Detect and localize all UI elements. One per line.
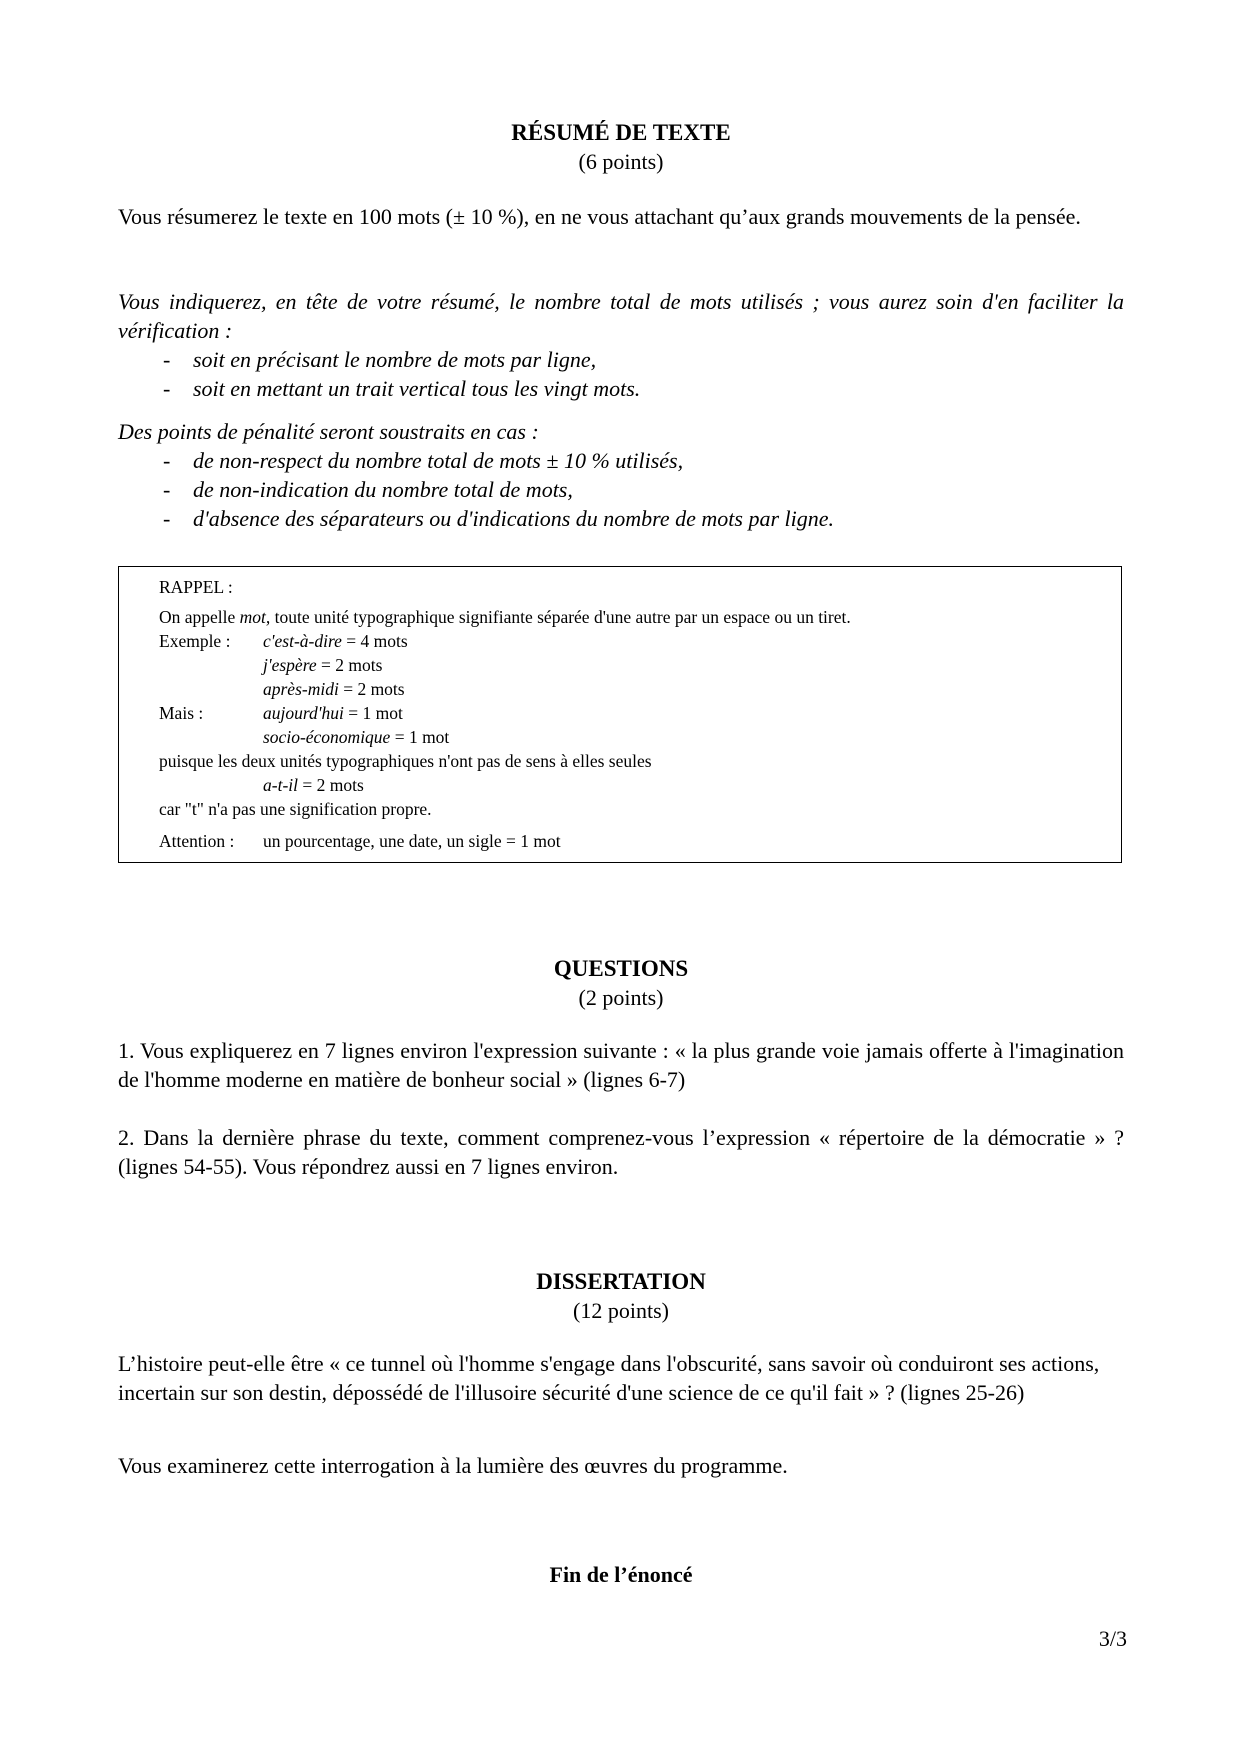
rappel-definition: On appelle mot, toute unité typographique signifiante séparée d'une autre par un espace ou un tiret.: [159, 607, 851, 627]
penalty-block: [118, 417, 1124, 533]
penalty-intro: Des points de pénalité seront soustraits en cas :: [118, 419, 539, 444]
attention-row: [159, 829, 1099, 853]
list-item: - soit en mettant un trait vertical tous les vingt mots.: [118, 374, 1124, 403]
example-row: j'espère = 2 mots: [263, 655, 383, 675]
list-item: - de non-respect du nombre total de mots ± 10 % utilisés,: [118, 446, 1124, 475]
example-row: a-t-il = 2 mots: [263, 775, 364, 795]
example-row: socio-économique = 1 mot: [263, 727, 450, 747]
rappel-box: [118, 566, 1122, 863]
resume-instruction: Vous résumerez le texte en 100 mots (± 10 %), en ne vous attachant qu’aux grands mouvements de la pensée.: [118, 204, 1081, 229]
dissertation-instruction: Vous examinerez cette interrogation à la lumière des œuvres du programme.: [118, 1453, 788, 1478]
attention-label: Attention :: [159, 831, 235, 851]
example-row: Exemple : c'est-à-dire = 4 mots: [159, 631, 408, 651]
resume-points: (6 points): [578, 149, 664, 174]
page-number: 3/3: [1098, 1626, 1127, 1651]
example-label: Exemple :: [159, 631, 231, 651]
list-item: - d'absence des séparateurs ou d'indications du nombre de mots par ligne.: [118, 504, 1124, 533]
questions-points: (2 points): [578, 985, 664, 1010]
indication-intro: Vous indiquerez, en tête de votre résumé, le nombre total de mots utilisés ; vous aurez soin d'en faciliter la vérification :: [118, 289, 1124, 343]
mais-label: Mais :: [159, 703, 204, 723]
attention-text: un pourcentage, une date, un sigle = 1 mot: [263, 831, 561, 851]
rappel-content: [159, 575, 1099, 853]
indication-list: [118, 345, 1124, 403]
end-of-statement: Fin de l’énoncé: [549, 1562, 693, 1587]
example-row: Mais : aujourd'hui = 1 mot: [159, 703, 403, 723]
example-row: après-midi = 2 mots: [263, 679, 405, 699]
question-2: 2. Dans la dernière phrase du texte, comment comprenez-vous l’expression « répertoire de la démocratie » ? (lignes 54-55). Vous répondrez aussi en 7 lignes environ.: [118, 1125, 1124, 1179]
resume-title: RÉSUMÉ DE TEXTE: [511, 120, 731, 145]
list-item: - de non-indication du nombre total de mots,: [118, 475, 1124, 504]
list-item: - soit en précisant le nombre de mots par ligne,: [118, 345, 1124, 374]
questions-title: QUESTIONS: [553, 956, 689, 981]
rappel-heading: RAPPEL :: [159, 577, 233, 597]
dissertation-title: DISSERTATION: [536, 1269, 706, 1294]
indication-block: [118, 287, 1124, 403]
question-1: 1. Vous expliquerez en 7 lignes environ l'expression suivante : « la plus grande voie jamais offerte à l'imagination de l'homme moderne en matière de bonheur social » (lignes 6-7): [118, 1038, 1124, 1092]
rappel-car: car "t" n'a pas une signification propre.: [159, 799, 432, 819]
rappel-puisque: puisque les deux unités typographiques n'ont pas de sens à elles seules: [159, 751, 652, 771]
dissertation-subject: L’histoire peut-elle être « ce tunnel où l'homme s'engage dans l'obscurité, sans savoir où conduiront ses actions, incertain sur son destin, dépossédé de l'illusoire sécurité d'une science de ce qu'il fait » ? (lignes 25-26): [118, 1351, 1100, 1405]
dissertation-points: (12 points): [573, 1298, 669, 1323]
penalty-list: [118, 446, 1124, 533]
